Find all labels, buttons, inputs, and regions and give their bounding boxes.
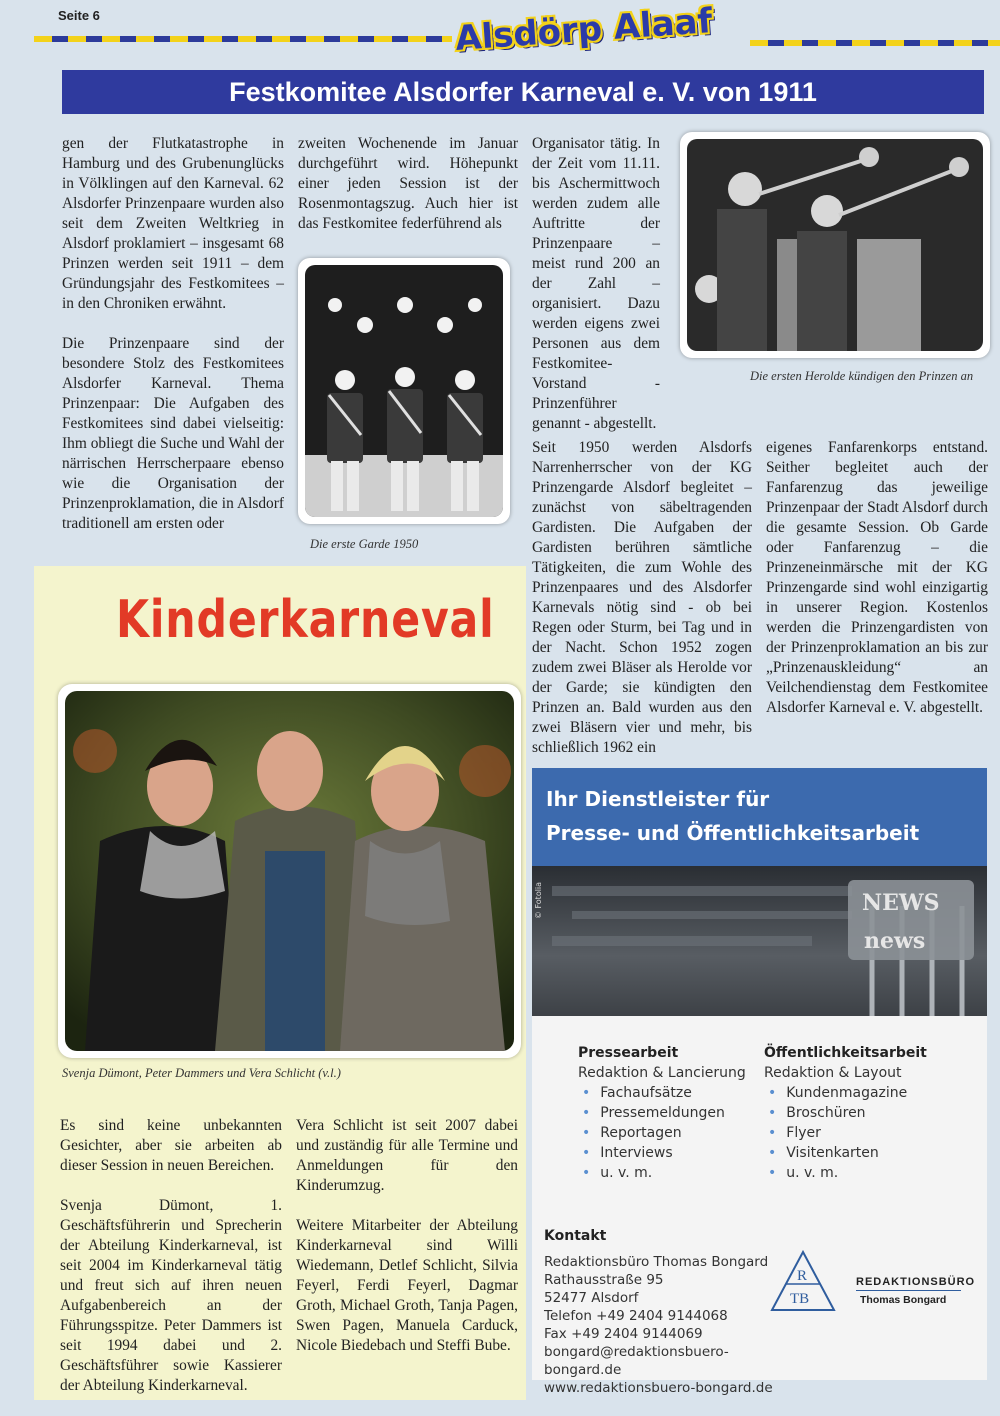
article-paragraph: gen der Flutkatastrophe in Hamburg und des Grubenunglücks in Völklingen auf den Karneval. 62 Alsdorfer Prinzenpaare wurden also seit dem Zweiten Weltkrieg in Alsdorf proklamiert – insgesamt 68 Prinzen werden seit 1911 – dem Gründungsjahr des Festkomitees – in den Chroniken erwähnt.: [62, 135, 284, 312]
logo-divider: [856, 1290, 961, 1291]
header-dash-right: [750, 40, 1000, 46]
article-paragraph: Die Prinzenpaare sind der besondere Stolz des Festkomitees Alsdorfer Karneval. Thema Prinzenpaar: Die Aufgaben des Festkomitees sind dabei vielseitig: Ihm obliegt die Suche und Wahl der närrischen Herrscherpaare ebenso wie die Organisation der Prinzenproklamation, die in Alsdorf traditionell am ersten oder: [62, 335, 284, 532]
kinder-column-2: [296, 1116, 518, 1376]
ad-headline-line-1: Ihr Dienstleister für: [546, 787, 770, 811]
contact-email-link[interactable]: bongard@redaktionsbuero-bongard.de: [544, 1344, 729, 1378]
list-item: • u. v. m.: [786, 1163, 974, 1183]
header-dash-left: [34, 36, 452, 42]
herolde-photo: [687, 139, 983, 351]
herolde-photo-image: [687, 139, 983, 351]
rtb-triangle-logo-icon: [770, 1250, 836, 1312]
ad-headline-line-2: Presse- und Öffentlichkeitsarbeit: [546, 821, 920, 845]
magazine-title: Alsdörp Alaaf: [453, 1, 714, 59]
photo-credit: © Fotolia: [534, 881, 544, 920]
article-column-2: [298, 134, 518, 254]
kinder-photo-caption: Svenja Dümont, Peter Dammers und Vera Schlicht (v.l.): [62, 1066, 341, 1080]
list-item: • u. v. m.: [600, 1163, 768, 1183]
ad-list-title: Pressearbeit: [578, 1045, 679, 1061]
kinder-photo: [65, 691, 514, 1051]
contact-line: 52477 Alsdorf: [544, 1290, 639, 1306]
contact-line: Fax +49 2404 9144069: [544, 1326, 703, 1342]
logo-line-1: REDAKTIONSBÜRO: [856, 1276, 976, 1288]
kinder-photo-image: [65, 691, 514, 1051]
contact-line: Telefon +49 2404 9144068: [544, 1308, 728, 1324]
ad-list-subtitle: Redaktion & Layout: [764, 1065, 902, 1081]
contact-line: Rathausstraße 95: [544, 1272, 664, 1288]
kinder-photo-frame: [58, 684, 521, 1058]
list-item: • Broschüren: [786, 1103, 974, 1123]
list-item: • Kundenmagazine: [786, 1083, 974, 1103]
article-column-5: [766, 438, 988, 738]
logo-letter-r: R: [797, 1268, 808, 1284]
garde-caption: Die erste Garde 1950: [310, 537, 419, 551]
article-paragraph: eigenes Fanfarenkorps entstand. Seither begleitet auch der Fanfarenzug das jeweilige Prinzenpaar der Stadt Alsdorf durch die gesamte Session. Ob Garde oder Fanfarenzug – die Prinzeneinmärsche mit der KG Prinzengarde sind wohl einzigartig in unserer Region. Kostenlos werden die Prinzengardisten von der Prinzenproklamation an bis zur „Prinzenauskleidung“ an Veilchendienstag dem Festkomitee Alsdorfer Karneval e. V. abgestellt.: [766, 439, 988, 716]
list-item: • Fachaufsätze: [600, 1083, 768, 1103]
list-item: • Interviews: [600, 1143, 768, 1163]
garde-photo-image: [305, 265, 503, 517]
ad-headline: [532, 768, 987, 866]
logo-letters-tb: TB: [790, 1291, 810, 1307]
list-item: • Flyer: [786, 1123, 974, 1143]
section-banner: [62, 70, 984, 114]
kinderkarneval-title: Kinderkarneval: [116, 590, 495, 650]
ad-list-title: Öffentlichkeitsarbeit: [764, 1045, 927, 1061]
typewriter-keys-image: [532, 866, 987, 1016]
herolde-photo-frame: [680, 132, 990, 358]
article-paragraph: Seit 1950 werden Alsdorfs Narrenherrscher von der KG Prinzengarde Alsdorf begleitet – zunächst von säbeltragenden Gardisten. Die Aufgaben der Gardisten berühren sämtliche Tätigkeiten, die zum Wohle des Prinzenpaares und des Alsdorfer Karnevals nötig sind - ob bei Regen oder Sturm, bei Tag und in der Nacht. Schon 1952 zogen zudem zwei Bläser als Herolde vor der Garde; sie kündigten den Prinzen an. Bald wurden aus den zwei Bläsern vier und mehr, bis schließlich 1962 ein: [532, 439, 752, 756]
garde-photo-frame: [298, 258, 510, 524]
herolde-caption: Die ersten Herolde kündigen den Prinzen an: [750, 369, 974, 383]
article-column-4: [532, 438, 752, 778]
kinder-paragraph: Es sind keine unbekannten Gesichter, aber sie arbeiten ab dieser Session in neuen Bereichen.: [60, 1117, 282, 1174]
kinder-paragraph: Weitere Mitarbeiter der Abteilung Kinderkarneval sind Willi Wiedemann, Detlef Schlicht, Silvia Feyerl, Ferdi Feyerl, Dagmar Groth, Michael Groth, Tanja Pagen, Swen Pagen, Manuela Carduck, Nicole Biedebach und Steffi Bube.: [296, 1217, 518, 1354]
typewriter-text-lower: news: [864, 928, 926, 954]
article-column-1: [62, 134, 284, 554]
contact-title: Kontakt: [544, 1228, 607, 1244]
logo-line-2: Thomas Bongard: [860, 1294, 947, 1306]
typewriter-text-upper: NEWS: [862, 890, 940, 916]
ad-typewriter-image: [532, 866, 987, 1016]
page-number: Seite 6: [58, 8, 100, 23]
kinder-column-1: [60, 1116, 282, 1416]
kinder-paragraph: Vera Schlicht ist seit 2007 dabei und zuständig für alle Termine und Anmeldungen für den Kinderumzug.: [296, 1117, 518, 1194]
contact-website-link[interactable]: www.redaktionsbuero-bongard.de: [544, 1380, 773, 1396]
ad-oeffentlichkeitsarbeit-list: [764, 1043, 974, 1183]
redaktionsbuero-logo: [770, 1250, 985, 1320]
article-column-3: [532, 134, 660, 454]
ad-pressearbeit-list: [578, 1043, 768, 1183]
garde-photo: [305, 265, 503, 517]
article-paragraph: Organisator tätig. In der Zeit vom 11.11. bis Aschermittwoch werden zudem alle Auftritte der Prinzenpaare – meist rund 200 an der Zahl – organisiert. Dazu werden eigens zwei Personen aus dem Festkomitee-Vorstand - Prinzenführer genannt - abgestellt.: [532, 135, 660, 432]
list-item: • Reportagen: [600, 1123, 768, 1143]
contact-line: Redaktionsbüro Thomas Bongard: [544, 1254, 769, 1270]
article-paragraph: zweiten Wochenende im Januar durchgeführt wird. Höhepunkt einer jeden Session ist der Rosenmontagszug. Auch hier ist das Festkomitee federführend als: [298, 135, 518, 232]
ad-contact: [544, 1227, 804, 1397]
kinder-paragraph: Svenja Dümont, 1. Geschäftsführerin und Sprecherin der Abteilung Kinderkarneval, ist seit 2004 im Kinderkarneval tätig und freut sich auf ihren neuen Aufgabenbereich an der Führungsspitze. Peter Dammers ist seit 1994 dabei und 2. Geschäftsführer sowie Kassierer der Abteilung Kinderkarneval.: [60, 1197, 282, 1394]
ad-list-subtitle: Redaktion & Lancierung: [578, 1065, 746, 1081]
banner-title: Festkomitee Alsdorfer Karneval e. V. von 1911: [229, 76, 817, 107]
list-item: • Pressemeldungen: [600, 1103, 768, 1123]
list-item: • Visitenkarten: [786, 1143, 974, 1163]
